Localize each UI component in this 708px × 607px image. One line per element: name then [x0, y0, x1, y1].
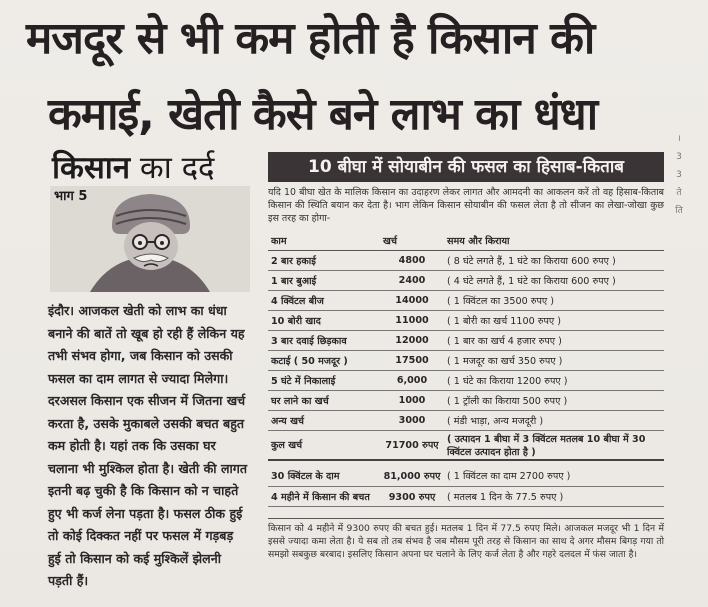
row-work: घर लाने का खर्च — [268, 390, 380, 410]
row-work: अन्य खर्च — [268, 410, 380, 430]
table-title: 10 बीघा में सोयाबीन की फसल का हिसाब-किताब — [268, 152, 664, 182]
savings-note: ( मतलब 1 दिन के 77.5 रुपए ) — [444, 486, 664, 506]
row-work: 10 बोरी खाद — [268, 310, 380, 330]
savings-label: 4 महीने में किसान की बचत — [268, 486, 380, 506]
total-label: कुल खर्च — [268, 430, 380, 460]
row-note: ( 1 क्विंटल का 3500 रुपए ) — [444, 290, 664, 310]
header-work: काम — [268, 232, 380, 250]
row-cost: 6,000 — [380, 370, 444, 390]
total-row — [268, 430, 664, 460]
row-work: 4 क्विंटल बीज — [268, 290, 380, 310]
row-note: ( 4 घंटे लगते हैं, 1 घंटे का किराया 600 रुपए ) — [444, 270, 664, 290]
side-mark: ति — [675, 206, 683, 216]
savings-amount: 9300 रुपए — [380, 486, 444, 506]
table-row — [268, 310, 664, 330]
table-row — [268, 270, 664, 290]
total-note: ( उत्पादन 1 बीघा में 3 क्विंटल मतलब 10 बीघा में 30 क्विंटल उत्पादन होता है ) — [444, 430, 664, 460]
cost-table-box — [258, 152, 668, 564]
table-header-row — [268, 232, 664, 250]
row-note: ( 1 मजदूर का खर्च 350 रुपए ) — [444, 350, 664, 370]
side-mark: 3 — [676, 170, 682, 180]
row-note: ( 1 बार का खर्च 4 हजार रुपए ) — [444, 330, 664, 350]
table-row — [268, 250, 664, 270]
income-label: 30 क्विंटल के दाम — [268, 466, 380, 486]
income-row — [268, 466, 664, 486]
article-body: इंदौर। आजकल खेती को लाभ का धंधा बनाने की बातें तो खूब हो रही हैं लेकिन यह तभी संभव होगा, जब किसान को उसकी फसल का दाम लागत से ज्यादा मिलेगा। दरअसल किसान एक सीजन में जितना खर्च करता है, उसके मुकाबले उसकी बचत बहुत कम होती है। यहां तक कि उसका घर चलाना भी मुश्किल होता है। खेती की लागत इतनी बढ़ चुकी है कि किसान को न चाहते हुए भी कर्ज लेना पड़ता है। फसल ठीक हुई तो कोई दिक्कत नहीं पर फसल में गड़बड़ हुई तो किसान को कई मुश्किलें झेलनी पड़ती हैं। — [48, 303, 248, 588]
table-row — [268, 330, 664, 350]
headline-line-1: मजदूर से भी कम होती है किसान की — [26, 13, 595, 64]
table-row — [268, 290, 664, 310]
row-note: ( 1 ट्रॉली का किराया 500 रुपए ) — [444, 390, 664, 410]
income-amount: 81,000 रुपए — [380, 466, 444, 486]
table-row — [268, 370, 664, 390]
header-time-rent: समय और किराया — [444, 232, 664, 250]
table-row — [268, 350, 664, 370]
row-cost: 11000 — [380, 310, 444, 330]
row-cost: 1000 — [380, 390, 444, 410]
income-row — [268, 486, 664, 506]
row-cost: 17500 — [380, 350, 444, 370]
row-work: कटाई ( 50 मजदूर ) — [268, 350, 380, 370]
side-marks — [672, 130, 686, 220]
series-kicker — [52, 146, 215, 188]
row-note: ( 1 बोरी का खर्च 1100 रुपए ) — [444, 310, 664, 330]
row-work: 1 बार बुआई — [268, 270, 380, 290]
row-work: 2 बार हकाई — [268, 250, 380, 270]
table-row — [268, 390, 664, 410]
cost-table — [268, 232, 664, 507]
row-cost: 4800 — [380, 250, 444, 270]
header-cost: खर्च — [380, 232, 444, 250]
row-cost: 2400 — [380, 270, 444, 290]
side-mark: । — [677, 134, 681, 144]
row-note: ( 8 घंटे लगते हैं, 1 घंटे का किराया 600 रुपए ) — [444, 250, 664, 270]
row-cost: 3000 — [380, 410, 444, 430]
income-note: ( 1 क्विंटल का दाम 2700 रुपए ) — [444, 466, 664, 486]
row-cost: 14000 — [380, 290, 444, 310]
table-row — [268, 410, 664, 430]
side-mark: ते — [676, 188, 682, 198]
row-note: ( 1 घंटे का किराया 1200 रुपए ) — [444, 370, 664, 390]
row-work: 5 घंटे में निकालाई — [268, 370, 380, 390]
row-note: ( मंडी भाड़ा, अन्य मजदूरी ) — [444, 410, 664, 430]
kicker-bold: किसान — [52, 150, 131, 186]
row-cost: 12000 — [380, 330, 444, 350]
kicker-rest: का दर्द — [130, 150, 215, 186]
table-footer-note: किसान को 4 महीने में 9300 रुपए की बचत हुई। मतलब 1 दिन में 77.5 रुपए मिले। आजकल मजदूर भी 1 दिन में इससे ज्यादा कमा लेता है। ये सब तो तब संभव है जब मौसम पूरी तरह से किसान का साथ दे अगर मौसम बिगड़ गया तो समझो सबकुछ बरबाद। इसलिए किसान अपना घर चलाने के लिए कर्ज लेता है और गहरे दलदल में फंस जाता है। — [268, 518, 664, 561]
total-cost: 71700 रुपए — [380, 430, 444, 460]
series-part: भाग 5 — [54, 189, 88, 204]
row-work: 3 बार दवाई छिड़काव — [268, 330, 380, 350]
table-intro: यदि 10 बीघा खेत के मालिक किसान का उदाहरण लेकर लागत और आमदनी का आकलन करें तो वह हिसाब-किताब किसान की स्थिति बयान कर देता है। भाग लेकिन किसान सोयाबीन की फसल लेता है तो सीजन का लेखा-जोखा कुछ इस तरह का होगा- — [268, 187, 664, 224]
headline-line-2: कमाई, खेती कैसे बने लाभ का धंधा — [48, 89, 598, 140]
side-mark: 3 — [676, 152, 682, 162]
